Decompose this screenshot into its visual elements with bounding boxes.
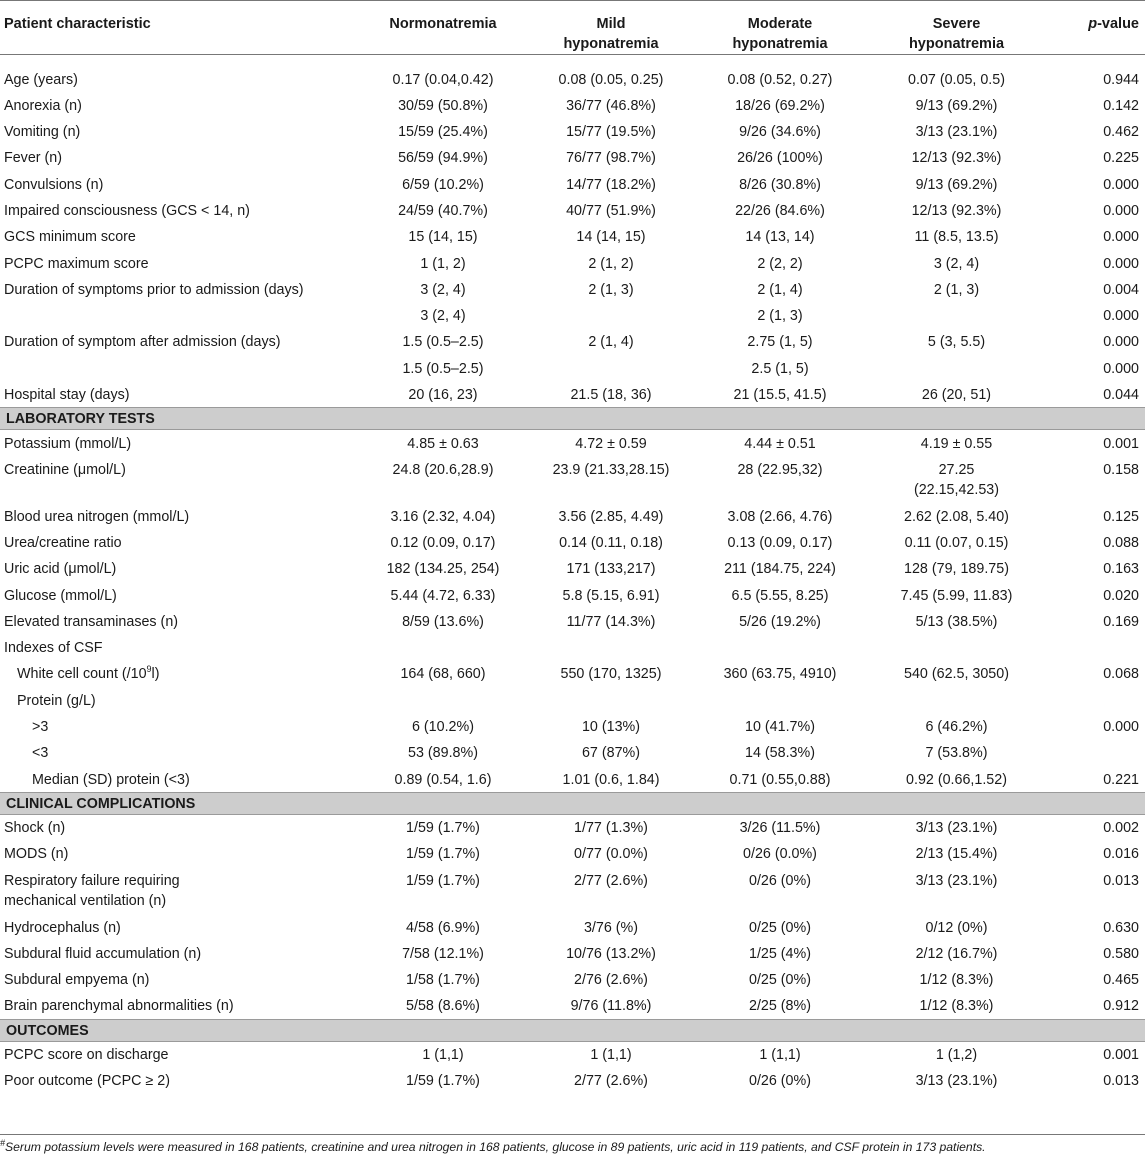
cell-normonatremia: 1/58 (1.7%) (406, 972, 480, 989)
row-label: Indexes of CSF (4, 640, 103, 657)
row-label: Protein (g/L) (17, 692, 96, 709)
table-row-pcpc-maximum (0, 250, 1145, 276)
row-label: Impaired consciousness (GCS < 14, n) (4, 202, 250, 219)
cell-moderate: 4.44 ± 0.51 (744, 435, 816, 452)
cell-normonatremia: 1/59 (1.7%) (406, 846, 480, 863)
cell-mild: 23.9 (21.33,28.15) (552, 461, 670, 478)
table-row-pcpc-discharge (0, 1041, 1145, 1067)
cell-severe: 7 (53.8%) (925, 745, 988, 762)
cell-moderate: 18/26 (69.2%) (735, 97, 825, 114)
table-row-fever (0, 145, 1145, 171)
row-label (0, 355, 362, 381)
cell-p-value: 0.004 (1103, 281, 1139, 298)
cell-normonatremia: 1/59 (1.7%) (406, 872, 480, 889)
cell-mild: 9/76 (11.8%) (570, 998, 652, 1015)
cell-p-value: 0.000 (1103, 202, 1139, 219)
row-label: Subdural empyema (n) (4, 972, 150, 989)
row-label (0, 661, 362, 687)
cell-moderate: 10 (41.7%) (745, 719, 815, 736)
table-row-median-protein (0, 766, 1145, 792)
cell-moderate: 14 (58.3%) (745, 745, 815, 762)
cell-moderate: 22/26 (84.6%) (735, 202, 825, 219)
cell-normonatremia: 0.89 (0.54, 1.6) (394, 771, 492, 788)
cell-normonatremia: 8/59 (13.6%) (402, 613, 484, 630)
cell-severe (862, 635, 1051, 661)
cell-mild: 3.56 (2.85, 4.49) (558, 508, 664, 525)
cell-severe: 540 (62.5, 3050) (904, 666, 1009, 683)
cell-mild: 1.01 (0.6, 1.84) (562, 771, 660, 788)
cell-p-value: 0.044 (1103, 387, 1139, 404)
cell-normonatremia (362, 687, 524, 713)
cell-p-value: 0.000 (1103, 176, 1139, 193)
cell-p-value: 0.002 (1103, 820, 1139, 837)
section-title: LABORATORY TESTS (0, 408, 1145, 430)
table-row-subdural-empyema (0, 967, 1145, 993)
header-moderate-line1: Moderate (747, 16, 813, 32)
section-title: CLINICAL COMPLICATIONS (0, 792, 1145, 814)
cell-normonatremia: 164 (68, 660) (400, 666, 486, 683)
row-label: Anorexia (n) (4, 97, 82, 114)
cell-severe: 26 (20, 51) (921, 387, 992, 404)
cell-normonatremia: 30/59 (50.8%) (398, 97, 488, 114)
cell-moderate: 2.5 (1, 5) (751, 360, 809, 377)
table-row-potassium (0, 430, 1145, 456)
row-label: Creatinine (μmol/L) (4, 461, 126, 478)
cell-moderate (698, 687, 862, 713)
cell-mild: 14 (14, 15) (576, 229, 646, 246)
cell-normonatremia: 0.17 (0.04,0.42) (392, 71, 494, 88)
cell-severe (862, 687, 1051, 713)
cell-normonatremia: 6 (10.2%) (412, 719, 474, 736)
cell-mild: 0/77 (0.0%) (574, 846, 648, 863)
cell-moderate: 9/26 (34.6%) (739, 124, 821, 141)
row-label: Uric acid (μmol/L) (4, 561, 117, 578)
cell-moderate: 0.08 (0.52, 0.27) (727, 71, 833, 88)
cell-moderate (698, 635, 862, 661)
cell-mild: 0.14 (0.11, 0.18) (559, 534, 663, 551)
cell-moderate: 0/25 (0%) (749, 972, 811, 989)
cell-mild: 5.8 (5.15, 6.91) (562, 587, 660, 604)
cell-normonatremia: 3 (2, 4) (420, 281, 466, 298)
row-label: Duration of symptom after admission (days) (4, 334, 281, 351)
cell-normonatremia: 1/59 (1.7%) (406, 1073, 480, 1089)
row-label: Fever (n) (4, 150, 62, 167)
cell-moderate: 0.71 (0.55,0.88) (729, 771, 831, 788)
cell-mild: 2/77 (2.6%) (574, 1073, 648, 1089)
table-row-vomiting (0, 119, 1145, 145)
cell-severe: 3/13 (23.1%) (915, 124, 998, 141)
cell-p-value: 0.225 (1103, 150, 1139, 167)
cell-normonatremia: 182 (134.25, 254) (386, 561, 500, 578)
row-label: Elevated transaminases (n) (4, 613, 179, 630)
cell-normonatremia: 53 (89.8%) (408, 745, 478, 762)
table-row-duration-prior-sub (0, 303, 1145, 329)
cell-p-value: 0.944 (1103, 71, 1139, 88)
cell-severe: 3 (2, 4) (933, 255, 980, 272)
row-label: Glucose (mmol/L) (4, 587, 117, 604)
row-label (0, 867, 362, 914)
cell-p-value: 0.013 (1103, 872, 1139, 889)
table-row-urea-creatine-ratio (0, 529, 1145, 555)
cell-p-value: 0.000 (1103, 255, 1139, 272)
cell-normonatremia: 1 (1,1) (422, 1047, 464, 1064)
cell-normonatremia: 6/59 (10.2%) (402, 176, 484, 193)
cell-p-value: 0.000 (1103, 229, 1139, 246)
cell-moderate: 8/26 (30.8%) (739, 176, 821, 193)
cell-severe: 0/12 (0%) (925, 919, 988, 936)
cell-severe: 4.19 ± 0.55 (920, 435, 993, 452)
table-row-impaired-consciousness (0, 197, 1145, 223)
cell-severe: 3/13 (23.1%) (915, 872, 998, 889)
header-mild-line1: Mild (596, 16, 626, 32)
cell-p-value (1051, 687, 1145, 713)
cell-severe: 2/12 (16.7%) (915, 945, 998, 962)
cell-moderate: 14 (13, 14) (745, 229, 815, 246)
row-label: Subdural fluid accumulation (n) (4, 945, 202, 962)
cell-normonatremia: 4/58 (6.9%) (406, 919, 480, 936)
cell-mild: 2/76 (2.6%) (574, 972, 648, 989)
cell-severe: 1/12 (8.3%) (919, 972, 994, 989)
cell-normonatremia: 1 (1, 2) (420, 255, 466, 272)
cell-p-value: 0.068 (1103, 666, 1139, 683)
cell-severe: 11 (8.5, 13.5) (914, 229, 999, 246)
cell-normonatremia: 0.12 (0.09, 0.17) (390, 534, 496, 551)
table-row-elevated-transaminases (0, 608, 1145, 634)
header-characteristic: Patient characteristic (0, 1, 362, 55)
label-pre: White cell count (/10 (17, 666, 147, 683)
cell-severe: 3/13 (23.1%) (915, 1073, 998, 1089)
cell-moderate: 0/25 (0%) (749, 919, 811, 936)
cell-mild: 14/77 (18.2%) (566, 176, 656, 193)
label-superscript: 9 (146, 664, 152, 675)
table-row-creatinine (0, 456, 1145, 503)
cell-mild: 36/77 (46.8%) (566, 97, 656, 114)
cell-severe: 6 (46.2%) (925, 719, 988, 736)
cell-moderate: 26/26 (100%) (737, 150, 823, 167)
cell-normonatremia: 56/59 (94.9%) (398, 150, 488, 167)
cell-p-value: 0.912 (1103, 998, 1139, 1015)
table-row-hydrocephalus (0, 914, 1145, 940)
cell-normonatremia: 15 (14, 15) (408, 229, 478, 246)
row-label: Potassium (mmol/L) (4, 435, 132, 452)
header-severe-hyponatremia (862, 1, 1051, 55)
label-line1: Respiratory failure requiring (4, 872, 180, 889)
cell-severe: 5 (3, 5.5) (927, 334, 986, 351)
cell-p-value: 0.125 (1103, 508, 1139, 525)
row-label: Median (SD) protein (<3) (32, 771, 190, 788)
cell-severe-line1: 27.25 (938, 461, 975, 478)
table-row-duration-after (0, 329, 1145, 355)
cell-mild (524, 687, 698, 713)
cell-severe: 1 (1,2) (935, 1047, 978, 1064)
label-line2: mechanical ventilation (n) (4, 892, 167, 909)
table-row-duration-prior (0, 276, 1145, 302)
cell-moderate: 360 (63.75, 4910) (723, 666, 837, 683)
cell-p-value: 0.000 (1103, 719, 1139, 736)
row-label: Blood urea nitrogen (mmol/L) (4, 508, 190, 525)
cell-p-value: 0.001 (1103, 435, 1139, 452)
cell-moderate: 0.13 (0.09, 0.17) (727, 534, 833, 551)
cell-normonatremia: 5/58 (8.6%) (406, 998, 480, 1015)
cell-moderate: 1 (1,1) (759, 1047, 801, 1064)
cell-p-value: 0.020 (1103, 587, 1139, 604)
row-label: MODS (n) (4, 846, 69, 863)
cell-severe: 1/12 (8.3%) (919, 998, 994, 1015)
cell-mild: 40/77 (51.9%) (566, 202, 656, 219)
cell-severe: 12/13 (92.3%) (911, 150, 1002, 167)
cell-severe: 9/13 (69.2%) (915, 176, 998, 193)
cell-normonatremia (362, 635, 524, 661)
cell-p-value: 0.630 (1103, 919, 1139, 936)
cell-severe: 0.07 (0.05, 0.5) (908, 71, 1005, 88)
cell-p-value: 0.221 (1103, 771, 1139, 788)
cell-normonatremia: 20 (16, 23) (408, 387, 478, 404)
row-label: Shock (n) (4, 820, 66, 837)
cell-moderate: 5/26 (19.2%) (739, 613, 821, 630)
cell-severe: 2.62 (2.08, 5.40) (904, 508, 1009, 525)
table-row-white-cell-count (0, 661, 1145, 687)
cell-p-value: 0.462 (1103, 124, 1139, 141)
section-outcomes (0, 1019, 1145, 1041)
row-label: Age (years) (4, 71, 78, 88)
cell-severe-line2: (22.15,42.53) (913, 481, 1000, 498)
cell-p-value: 0.169 (1103, 613, 1139, 630)
cell-p-value (1051, 740, 1145, 766)
cell-severe: 0.11 (0.07, 0.15) (904, 534, 1009, 551)
cell-p-value: 0.158 (1103, 461, 1139, 478)
table-row-anorexia (0, 92, 1145, 118)
cell-severe: 5/13 (38.5%) (915, 613, 998, 630)
row-label: Urea/creatine ratio (4, 534, 122, 551)
header-mild-hyponatremia (524, 1, 698, 55)
cell-moderate: 3/26 (11.5%) (739, 820, 821, 837)
row-label: GCS minimum score (4, 229, 136, 246)
header-moderate-hyponatremia (698, 1, 862, 55)
row-label: PCPC score on discharge (4, 1047, 169, 1064)
cell-mild: 550 (170, 1325) (560, 666, 662, 683)
row-label: Vomiting (n) (4, 124, 81, 141)
row-label: Hydrocephalus (n) (4, 919, 121, 936)
cell-severe: 2 (1, 3) (933, 281, 980, 298)
cell-mild (524, 635, 698, 661)
cell-mild: 15/77 (19.5%) (566, 124, 656, 141)
cell-mild: 2 (1, 4) (588, 334, 634, 351)
cell-moderate: 28 (22.95,32) (737, 461, 823, 478)
cell-p-value: 0.001 (1103, 1047, 1139, 1064)
cell-normonatremia: 24.8 (20.6,28.9) (392, 461, 494, 478)
cell-moderate: 2 (2, 2) (757, 255, 803, 272)
table-row-protein (0, 687, 1145, 713)
cell-normonatremia: 7/58 (12.1%) (402, 945, 484, 962)
row-label: Duration of symptoms prior to admission (days) (4, 281, 304, 298)
cell-moderate: 2.75 (1, 5) (747, 334, 813, 351)
cell-mild: 21.5 (18, 36) (570, 387, 652, 404)
cell-severe: 7.45 (5.99, 11.83) (900, 587, 1013, 604)
row-label: <3 (32, 745, 49, 762)
table-footnote (0, 1134, 1145, 1156)
row-label: Convulsions (n) (4, 176, 104, 193)
cell-mild: 2/77 (2.6%) (574, 872, 648, 889)
cell-normonatremia: 4.85 ± 0.63 (407, 435, 479, 452)
cell-mild: 0.08 (0.05, 0.25) (558, 71, 664, 88)
cell-p-value: 0.016 (1103, 846, 1139, 863)
cell-moderate: 3.08 (2.66, 4.76) (727, 508, 833, 525)
cell-moderate: 0/26 (0.0%) (743, 846, 817, 863)
header-moderate-line2: hyponatremia (732, 36, 828, 52)
cell-severe (862, 456, 1051, 503)
cell-mild: 1 (1,1) (590, 1047, 632, 1064)
cell-severe: 2/13 (15.4%) (915, 846, 998, 863)
cell-moderate: 2 (1, 4) (757, 281, 803, 298)
row-label: >3 (32, 719, 49, 736)
table-row-protein-gt3 (0, 714, 1145, 740)
cell-mild: 3/76 (%) (583, 919, 639, 936)
table-row-duration-after-sub (0, 355, 1145, 381)
cell-normonatremia: 15/59 (25.4%) (398, 124, 488, 141)
table-row-subdural-fluid (0, 940, 1145, 966)
cell-p-value: 0.000 (1103, 360, 1139, 377)
row-label: PCPC maximum score (4, 255, 149, 272)
cell-normonatremia: 3 (2, 4) (420, 308, 466, 325)
table-row-poor-outcome (0, 1068, 1145, 1094)
table-row-mods (0, 841, 1145, 867)
cell-severe: 128 (79, 189.75) (904, 561, 1009, 578)
section-laboratory-tests (0, 408, 1145, 430)
cell-mild: 2 (1, 2) (588, 255, 634, 272)
table-row-convulsions (0, 171, 1145, 197)
cell-moderate: 0/26 (0%) (749, 872, 811, 889)
cell-normonatremia: 24/59 (40.7%) (398, 202, 488, 219)
cell-p-value (1051, 635, 1145, 661)
header-severe-line2: hyponatremia (908, 36, 1005, 52)
cell-moderate: 6.5 (5.55, 8.25) (731, 587, 829, 604)
table-row-indexes-of-csf (0, 635, 1145, 661)
cell-mild (524, 303, 698, 329)
header-mild-line2: hyponatremia (563, 36, 659, 52)
section-clinical-complications (0, 792, 1145, 814)
header-p-italic: p (1088, 16, 1098, 32)
header-normonatremia: Normonatremia (362, 1, 524, 55)
cell-severe (862, 355, 1051, 381)
cell-p-value: 0.000 (1103, 308, 1139, 325)
cell-mild: 67 (87%) (581, 745, 640, 762)
footnote-text: Serum potassium levels were measured in 168 patients, creatinine and urea nitrogen in 168 patients, glucose in 89 patients, uric acid in 119 patients, and CSF protein in 173 patients. (5, 1140, 986, 1154)
cell-severe: 9/13 (69.2%) (915, 97, 998, 114)
cell-mild: 11/77 (14.3%) (566, 613, 656, 630)
cell-mild: 171 (133,217) (566, 561, 656, 578)
cell-p-value: 0.013 (1103, 1073, 1139, 1089)
table-row-uric-acid (0, 556, 1145, 582)
cell-mild: 10/76 (13.2%) (566, 945, 656, 962)
cell-normonatremia: 1.5 (0.5–2.5) (402, 360, 484, 377)
table-row-shock (0, 814, 1145, 840)
cell-moderate: 0/26 (0%) (749, 1073, 811, 1089)
cell-p-value: 0.000 (1103, 334, 1139, 351)
cell-p-value: 0.088 (1103, 534, 1139, 551)
section-title: OUTCOMES (0, 1019, 1145, 1041)
table-row-glucose (0, 582, 1145, 608)
label-post: l) (151, 666, 160, 683)
cell-p-value: 0.580 (1103, 945, 1139, 962)
cell-mild: 1/77 (1.3%) (574, 820, 648, 837)
cell-mild: 10 (13%) (581, 719, 640, 736)
header-severe-line1: Severe (932, 16, 981, 32)
cell-moderate: 2/25 (8%) (749, 998, 811, 1015)
header-p-value (1051, 1, 1145, 55)
cell-mild: 4.72 ± 0.59 (575, 435, 647, 452)
cell-mild: 76/77 (98.7%) (566, 150, 656, 167)
cell-p-value: 0.465 (1103, 972, 1139, 989)
cell-moderate: 1/25 (4%) (749, 945, 811, 962)
table-row-age (0, 66, 1145, 92)
row-label (0, 303, 362, 329)
cell-severe (862, 303, 1051, 329)
cell-moderate: 21 (15.5, 41.5) (733, 387, 827, 404)
cell-normonatremia: 5.44 (4.72, 6.33) (390, 587, 496, 604)
table-row-brain-parenchymal (0, 993, 1145, 1019)
cell-severe: 3/13 (23.1%) (915, 820, 998, 837)
row-label: Poor outcome (PCPC ≥ 2) (4, 1073, 170, 1089)
cell-p-value: 0.142 (1103, 97, 1139, 114)
table-row-protein-lt3 (0, 740, 1145, 766)
cell-normonatremia: 1/59 (1.7%) (406, 820, 480, 837)
cell-moderate: 211 (184.75, 224) (724, 561, 836, 578)
table-row-respiratory-failure (0, 867, 1145, 914)
cell-normonatremia: 1.5 (0.5–2.5) (402, 334, 484, 351)
row-label: Hospital stay (days) (4, 387, 130, 404)
cell-mild: 2 (1, 3) (588, 281, 634, 298)
cell-severe: 12/13 (92.3%) (911, 202, 1002, 219)
cell-p-value: 0.163 (1103, 561, 1139, 578)
table-header (0, 1, 1145, 55)
cell-severe: 0.92 (0.66,1.52) (906, 771, 1007, 788)
header-p-rest: -value (1097, 16, 1139, 32)
cell-normonatremia: 3.16 (2.32, 4.04) (390, 508, 496, 525)
table-row-blood-urea-nitrogen (0, 503, 1145, 529)
footnote-mark: # (0, 1137, 6, 1148)
cell-moderate: 2 (1, 3) (757, 308, 803, 325)
table-row-gcs-minimum (0, 224, 1145, 250)
row-label: Brain parenchymal abnormalities (n) (4, 998, 234, 1015)
cell-mild (524, 355, 698, 381)
table-row-hospital-stay (0, 382, 1145, 408)
